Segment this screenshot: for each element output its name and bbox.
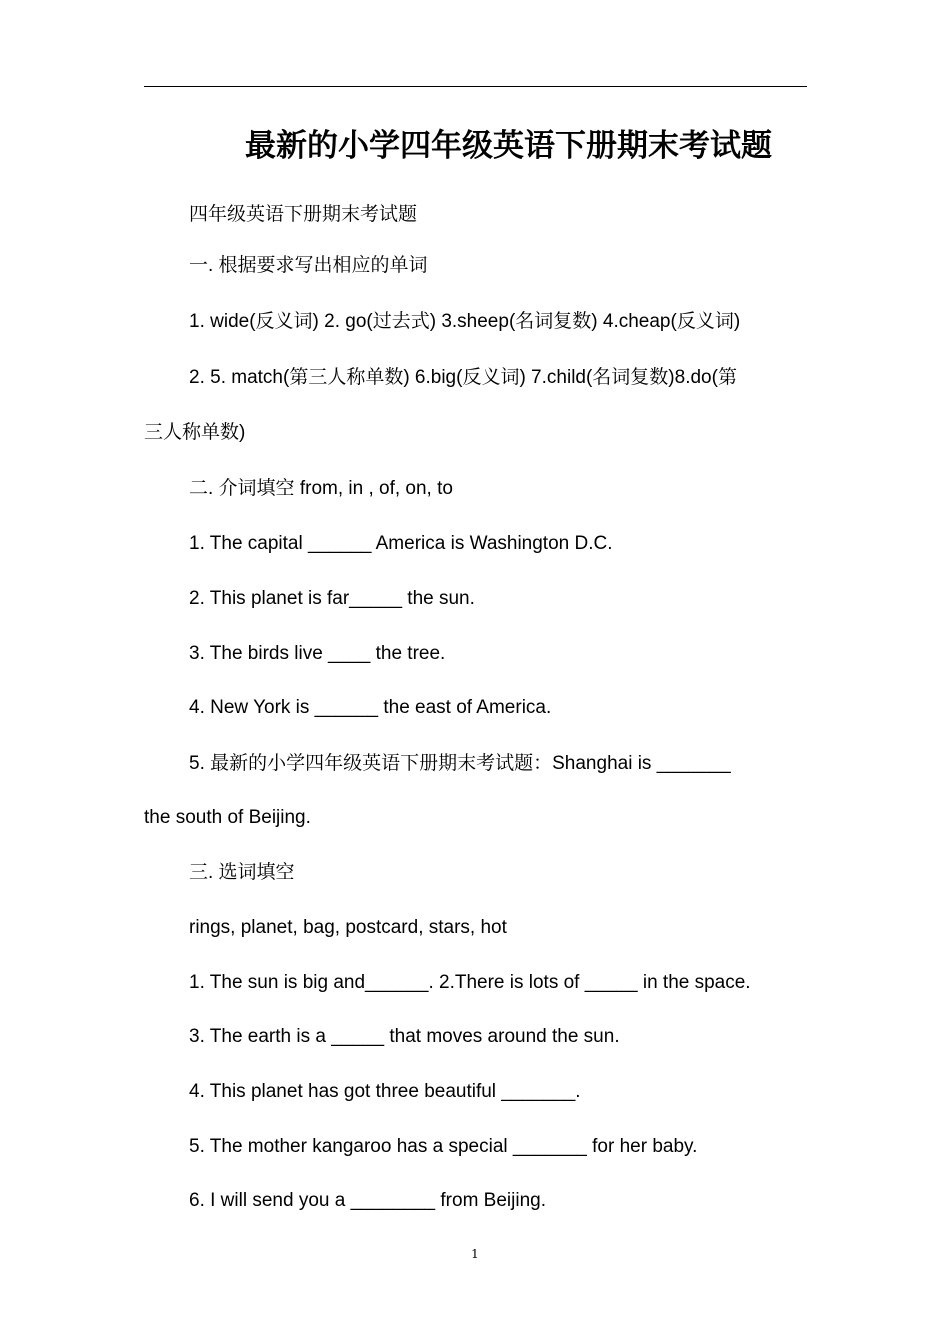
section2-question: 3. The birds live ____ the tree. [189, 643, 446, 664]
document-title: 最新的小学四年级英语下册期末考试题 [245, 128, 772, 164]
section3-question: 1. The sun is big and______. 2.There is lots of _____ in the space. [189, 972, 751, 993]
section2-heading: 二. 介词填空 from, in , of, on, to [189, 478, 453, 499]
header-rule [144, 86, 807, 87]
section2-question: 5. 最新的小学四年级英语下册期末考试题：Shanghai is _______ [189, 753, 731, 774]
section3-question: 6. I will send you a ________ from Beijing. [189, 1190, 546, 1211]
section3-question: 5. The mother kangaroo has a special _______ for her baby. [189, 1136, 698, 1157]
section3-question: 3. The earth is a _____ that moves around the sun. [189, 1026, 620, 1047]
section2-question: the south of Beijing. [144, 807, 311, 828]
subtitle: 四年级英语下册期末考试题 [189, 204, 418, 225]
section2-question: 2. This planet is far_____ the sun. [189, 588, 475, 609]
section1-line: 三人称单数) [144, 422, 246, 443]
section1-line: 2. 5. match(第三人称单数) 6.big(反义词) 7.child(名词复数)8.do(第 [189, 367, 737, 388]
section3-question: 4. This planet has got three beautiful _______. [189, 1081, 581, 1102]
section1-line: 1. wide(反义词) 2. go(过去式) 3.sheep(名词复数) 4.cheap(反义词) [189, 311, 741, 332]
section2-question: 4. New York is ______ the east of America. [189, 697, 552, 718]
page-number: 1 [471, 1247, 479, 1261]
section1-heading: 一. 根据要求写出相应的单词 [189, 255, 428, 276]
section3-word-bank: rings, planet, bag, postcard, stars, hot [189, 917, 507, 938]
section3-heading: 三. 选词填空 [189, 862, 295, 883]
section2-question: 1. The capital ______ America is Washington D.C. [189, 533, 613, 554]
